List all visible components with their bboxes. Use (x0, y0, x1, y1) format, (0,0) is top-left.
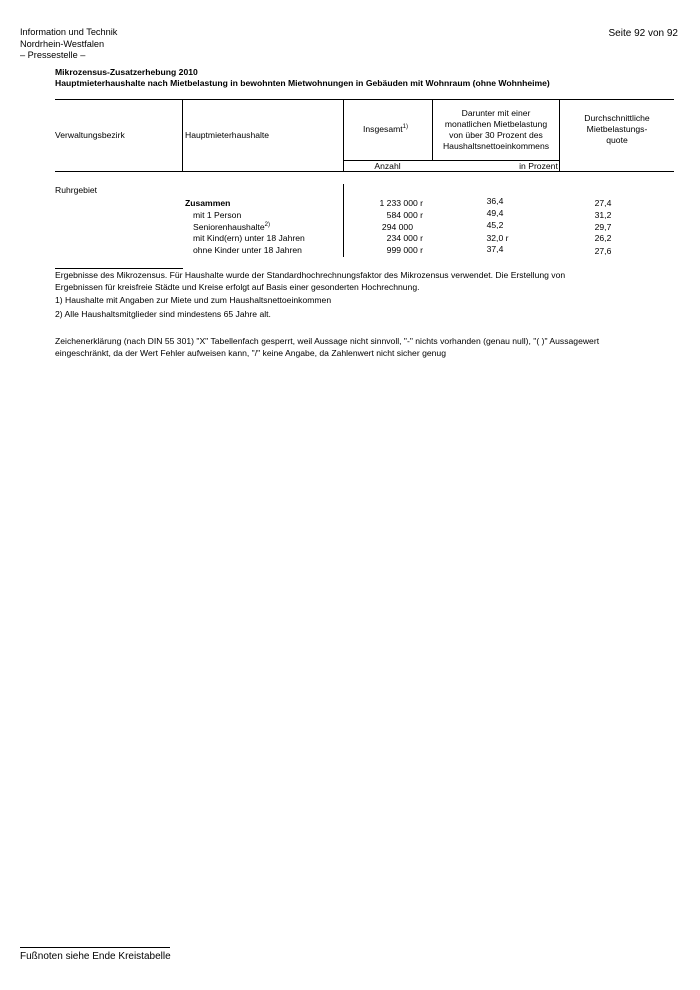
row-quota: 27,4 (594, 198, 612, 208)
col-header-region: Verwaltungsbezirk (55, 130, 125, 140)
col-header-quota-l3: quote (606, 135, 628, 145)
row-label-text: Seniorenhaushalte (193, 222, 265, 232)
footnote-2: 2) Alle Haushaltsmitglieder sind mindestens 65 Jahre alt. (55, 309, 271, 319)
col-divider-1 (182, 99, 183, 171)
row-label: mit 1 Person (193, 210, 242, 220)
row-total: 999 000 r (386, 245, 423, 255)
publisher-line-1: Information und Technik (20, 27, 118, 37)
table-top-rule (55, 99, 674, 100)
row-share: 37,4 (486, 244, 504, 254)
col-header-total (363, 124, 408, 135)
row-quota: 27,6 (594, 246, 612, 256)
row-share: 32,0 r (486, 233, 509, 243)
row-label: mit Kind(ern) unter 18 Jahren (193, 233, 305, 243)
row-share: 45,2 (486, 220, 504, 230)
notes-rule (55, 268, 183, 269)
footer-rule (20, 947, 170, 948)
unit-percent: in Prozent (519, 161, 558, 171)
col-header-quota (560, 113, 674, 146)
row-label: Zusammen (185, 198, 231, 208)
publisher-line-2: Nordrhein-Westfalen (20, 38, 105, 49)
footnote-1: 1) Haushalte mit Angaben zur Miete und zum Haushaltsnettoeinkommen (55, 295, 332, 305)
table-title (55, 67, 550, 89)
region-label: Ruhrgebiet (55, 185, 98, 195)
col-header-share-l3: von über 30 Prozent des (449, 130, 543, 140)
row-total: 234 000 r (386, 233, 423, 243)
row-quota: 29,7 (594, 222, 612, 232)
row-total: 584 000 r (386, 210, 423, 220)
col-header-share-l2: monatlichen Mietbelastung (444, 119, 548, 129)
col-header-total-footnote: 1) (402, 124, 408, 130)
row-share: 36,4 (486, 196, 504, 206)
footer-note: Fußnoten siehe Ende Kreistabelle (20, 951, 171, 962)
symbol-legend: Zeichenerklärung (nach DIN 55 301) "X" Tabellenfach gesperrt, weil Aussage nicht sinnvoll, "-" nichts vorhanden (genau null), "( )" Aussagewert eingeschränkt, da der Wert Fehler aufweisen kann, "/" keine Angabe, da Zahlenwert nicht sicher genug (55, 336, 600, 358)
row-label-footnote: 2) (264, 222, 271, 228)
col-header-households: Hauptmieterhaushalte (185, 130, 270, 140)
col-header-total-text: Insgesamt (363, 124, 403, 134)
col-header-quota-l2: Mietbelastungs- (586, 124, 648, 134)
col-header-share-l1: Darunter mit einer (461, 108, 531, 118)
row-quota: 31,2 (594, 210, 612, 220)
col-header-quota-l1: Durchschnittliche (584, 113, 650, 123)
page-number: Seite 92 von 92 (608, 28, 678, 39)
col-header-share (433, 108, 559, 152)
title-line-1: Mikrozensus-Zusatzerhebung 2010 (55, 67, 198, 77)
unit-count: Anzahl (374, 161, 401, 171)
row-quota: 26,2 (594, 233, 612, 243)
title-line-2: Hauptmieterhaushalte nach Mietbelastung in bewohnten Mietwohnungen in Gebäuden mit Wohnraum (ohne Wohnheime) (55, 78, 550, 88)
row-total: 294 000 (381, 222, 413, 232)
source-note: Ergebnisse des Mikrozensus. Für Haushalte wurde der Standardhochrechnungsfaktor des Mikrozensus verwendet. Die Erstellung von Ergebnissen für kreisfreie Städte und Kreise erfolgt auf Basis einer gesonderten Hochrechnung. (55, 270, 566, 292)
row-total: 1 233 000 r (379, 198, 423, 208)
col-header-share-l4: Haushaltsnettoeinkommens (442, 141, 550, 151)
row-label: ohne Kinder unter 18 Jahren (193, 245, 302, 255)
row-share: 49,4 (486, 208, 504, 218)
publisher-line-3: – Pressestelle – (20, 50, 86, 60)
publisher-block (20, 27, 117, 62)
